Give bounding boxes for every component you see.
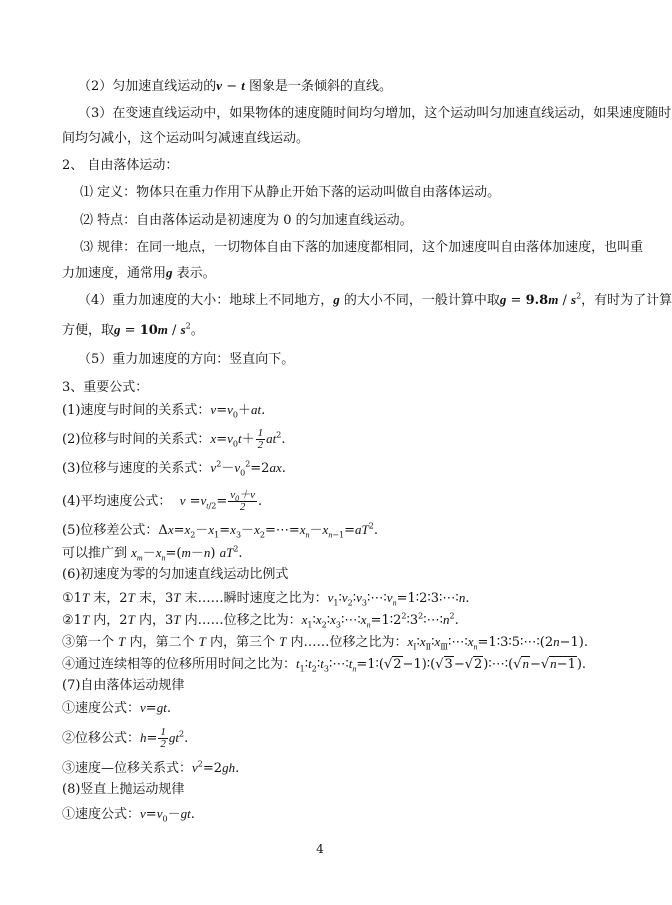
text-line: 方便，取$g = 10m / s^2$。 bbox=[62, 321, 204, 338]
text-line: ①1T 末，2T 末，3T 末……瞬时速度之比为：$v_1∶v_2∶v_3∶\cdots∶v_n=1∶2∶3∶\cdots∶n$. bbox=[62, 590, 470, 608]
text-line: ④通过连续相等的位移所用时间之比为：$t_1∶t_2∶t_3∶\cdots∶t_n=1∶(√2-1)∶(√3-√2)∶\cdots∶(√n-√n-1)$. bbox=[62, 656, 587, 674]
text-line: 间均匀减小，这个运动叫匀减速直线运动。 bbox=[62, 131, 310, 146]
text-line: 可以推广到 $x_m-x_n=(m-n)$ $aT^2$. bbox=[62, 544, 243, 563]
text-line: （4）重力加速度的大小：地球上不同地方，g 的大小不同，一般计算中取$g = 9.8m / s^2$，有时为了计算 bbox=[78, 291, 672, 308]
text-line: ⑶ 规律：在同一地点，一切物体自由下落的加速度都相同，这个加速度叫自由落体加速度，也叫重 bbox=[80, 240, 644, 255]
text-line: ②1T 内，2T 内，3T 内……位移之比为：$x_1∶x_2∶x_3∶\cdots∶x_n=1∶2^2∶3^2∶\cdots∶n^2$. bbox=[62, 611, 459, 630]
text-line: （5）重力加速度的方向：竖直向下。 bbox=[78, 352, 295, 367]
text-line: 2、 自由落体运动： bbox=[62, 158, 179, 173]
text-line: （3）在变速直线运动中，如果物体的速度随时间均匀增加，这个运动叫匀加速直线运动，如果速度随时 bbox=[78, 106, 672, 121]
text-line: (2)位移与时间的关系式：$x=v_0t+$ $\frac{1}{2}$ $at^2$. bbox=[62, 427, 286, 451]
text-line: ②位移公式：h= $\frac{1}{2}$ $gt^2$. bbox=[62, 726, 189, 750]
text-line: (1)速度与时间的关系式：$v=v_0+at$. bbox=[62, 402, 266, 420]
text-line: ①速度公式：v=gt. bbox=[62, 700, 171, 716]
text-line: ③第一个 T 内，第二个 T 内，第三个 T 内……位移之比为：$x_Ⅰ∶x_Ⅱ∶x_Ⅲ∶\cdots∶x_n=1∶3∶5∶\cdots∶(2n-1)$. bbox=[62, 634, 588, 652]
text-line: (3)位移与速度的关系式：$v^2-v_0^2=2ax$. bbox=[62, 459, 286, 478]
text-line: (8)竖直上抛运动规律 bbox=[62, 782, 185, 797]
text-line: (5)位移差公式：$\Delta x=x_2-x_1=x_3-x_2=\cdots=x_n-x_{n-1}=aT^2$. bbox=[62, 521, 378, 540]
text-line: ⑵ 特点：自由落体运动是初速度为 0 的匀加速直线运动。 bbox=[80, 213, 413, 228]
text-line: ⑴ 定义：物体只在重力作用下从静止开始下落的运动叫做自由落体运动。 bbox=[80, 185, 501, 200]
text-line: （2）匀加速直线运动的v − t 图象是一条倾斜的直线。 bbox=[78, 78, 392, 94]
text-line: 3、重要公式： bbox=[62, 380, 149, 395]
text-line: (4)平均速度公式： $v =v_{t/2}=$ $\frac{v_0+v}{2}$ . bbox=[62, 489, 263, 513]
page-number: 4 bbox=[316, 842, 324, 856]
text-line: (6)初速度为零的匀加速直线运动比例式 bbox=[62, 567, 289, 582]
text-line: ③速度—位移关系式：$v^2=2gh$. bbox=[62, 759, 240, 776]
text-line: (7)自由落体运动规律 bbox=[62, 678, 185, 693]
text-line: ①速度公式：$v=v_0-gt$. bbox=[62, 806, 195, 824]
text-line: 力加速度，通常用g 表示。 bbox=[62, 265, 216, 281]
